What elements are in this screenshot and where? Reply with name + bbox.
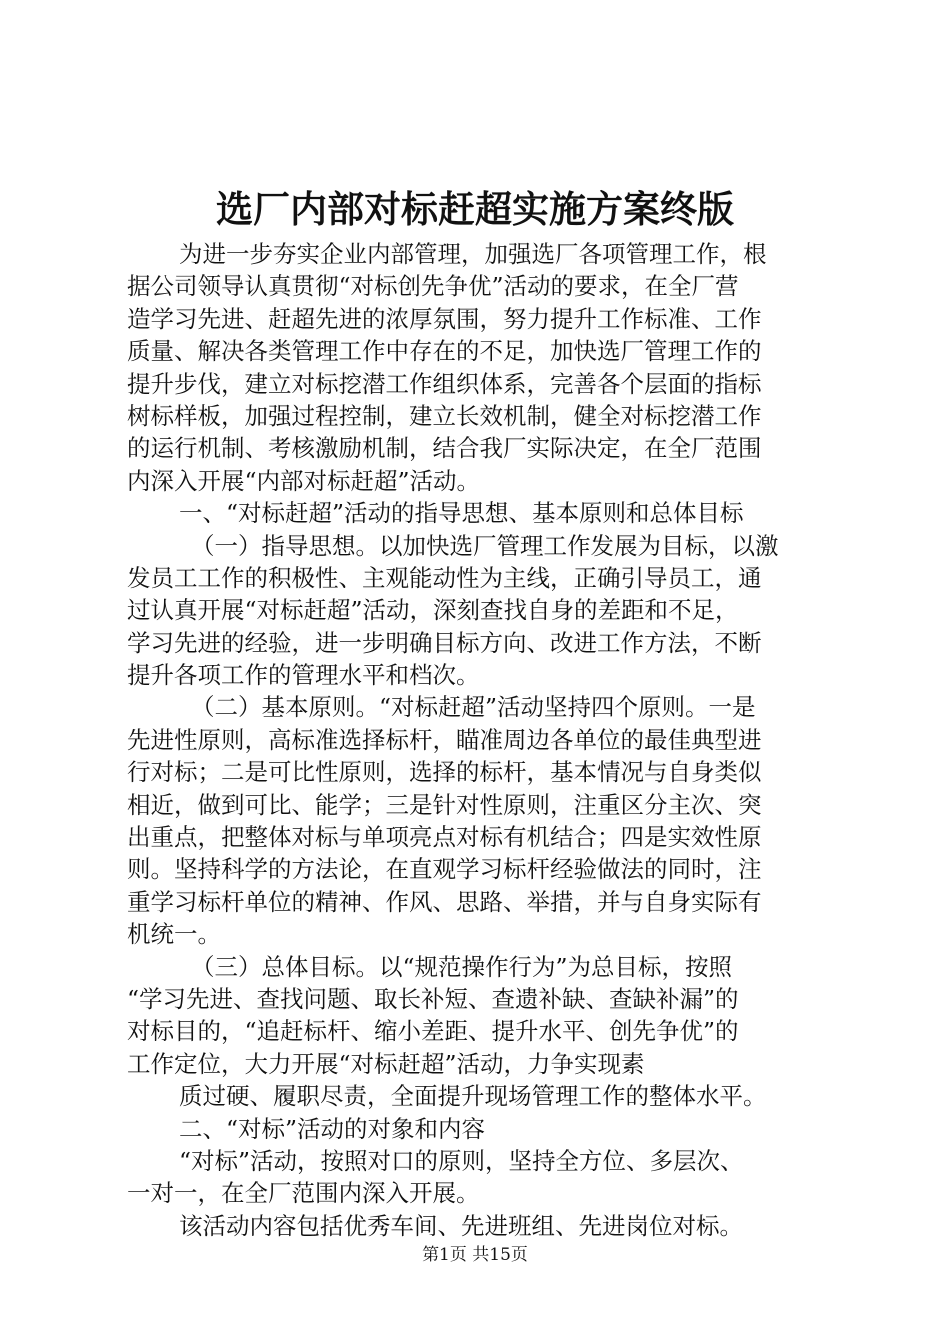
body-line: 则。坚持科学的方法论，在直观学习标杆经验做法的同时，注 — [127, 855, 762, 884]
body-line: 对标目的，“追赶标杆、缩小差距、提升水平、创先争优”的 — [127, 1017, 739, 1046]
body-line: 质量、解决各类管理工作中存在的不足，加快选厂管理工作的 — [127, 337, 762, 366]
body-line: 造学习先进、赶超先进的浓厚氛围，努力提升工作标准、工作 — [127, 304, 762, 333]
body-line: “学习先进、查找问题、取长补短、查遗补缺、查缺补漏”的 — [127, 984, 739, 1013]
body-line: 该活动内容包括优秀车间、先进班组、先进岗位对标。 — [179, 1211, 743, 1240]
body-line: 工作定位，大力开展“对标赶超”活动，力争实现素 — [127, 1049, 645, 1078]
body-line: 机统一。 — [127, 920, 221, 949]
body-line: 为进一步夯实企业内部管理，加强选厂各项管理工作，根 — [179, 240, 767, 268]
document-body — [127, 238, 832, 1242]
body-line: 出重点，把整体对标与单项亮点对标有机结合；四是实效性原 — [127, 823, 762, 852]
body-line: 先进性原则，高标准选择标杆，瞄准周边各单位的最佳典型进 — [127, 725, 762, 754]
body-line: （一）指导思想。以加快选厂管理工作发展为目标，以激 — [191, 531, 779, 560]
body-line: 提升步伐，建立对标挖潜工作组织体系，完善各个层面的指标 — [127, 369, 762, 398]
body-line: 发员工工作的积极性、主观能动性为主线，正确引导员工，通 — [127, 563, 762, 592]
body-line: 一、“对标赶超”活动的指导思想、基本原则和总体目标 — [179, 499, 744, 528]
body-line: 内深入开展“内部对标赶超”活动。 — [127, 466, 481, 495]
body-line: 二、“对标”活动的对象和内容 — [179, 1114, 486, 1143]
body-line: （三）总体目标。以“规范操作行为”为总目标，按照 — [191, 952, 733, 981]
page-footer: 第1页 共15页 — [422, 1245, 528, 1265]
body-line: （二）基本原则。“对标赶超”活动坚持四个原则。一是 — [191, 693, 756, 722]
body-line: 过认真开展“对标赶超”活动，深刻查找自身的差距和不足， — [127, 596, 739, 625]
body-line: 重学习标杆单位的精神、作风、思路、举措，并与自身实际有 — [127, 887, 762, 916]
body-line: 树标样板，加强过程控制，建立长效机制，健全对标挖潜工作 — [127, 401, 762, 430]
body-line: 的运行机制、考核激励机制，结合我厂实际决定，在全厂范围 — [127, 434, 762, 463]
body-line: 一对一，在全厂范围内深入开展。 — [127, 1179, 480, 1208]
body-line: “对标”活动，按照对口的原则，坚持全方位、多层次、 — [179, 1146, 744, 1175]
body-line: 质过硬、履职尽责，全面提升现场管理工作的整体水平。 — [179, 1082, 767, 1111]
document-title: 选厂内部对标赶超实施方案终版 — [216, 187, 734, 231]
body-line: 相近，做到可比、能学；三是针对性原则，注重区分主次、突 — [127, 790, 762, 819]
body-line: 行对标；二是可比性原则，选择的标杆，基本情况与自身类似 — [127, 758, 762, 787]
body-line: 学习先进的经验，进一步明确目标方向、改进工作方法，不断 — [127, 628, 762, 657]
body-line: 据公司领导认真贯彻“对标创先争优”活动的要求，在全厂营 — [127, 272, 739, 301]
body-line: 提升各项工作的管理水平和档次。 — [127, 661, 480, 690]
